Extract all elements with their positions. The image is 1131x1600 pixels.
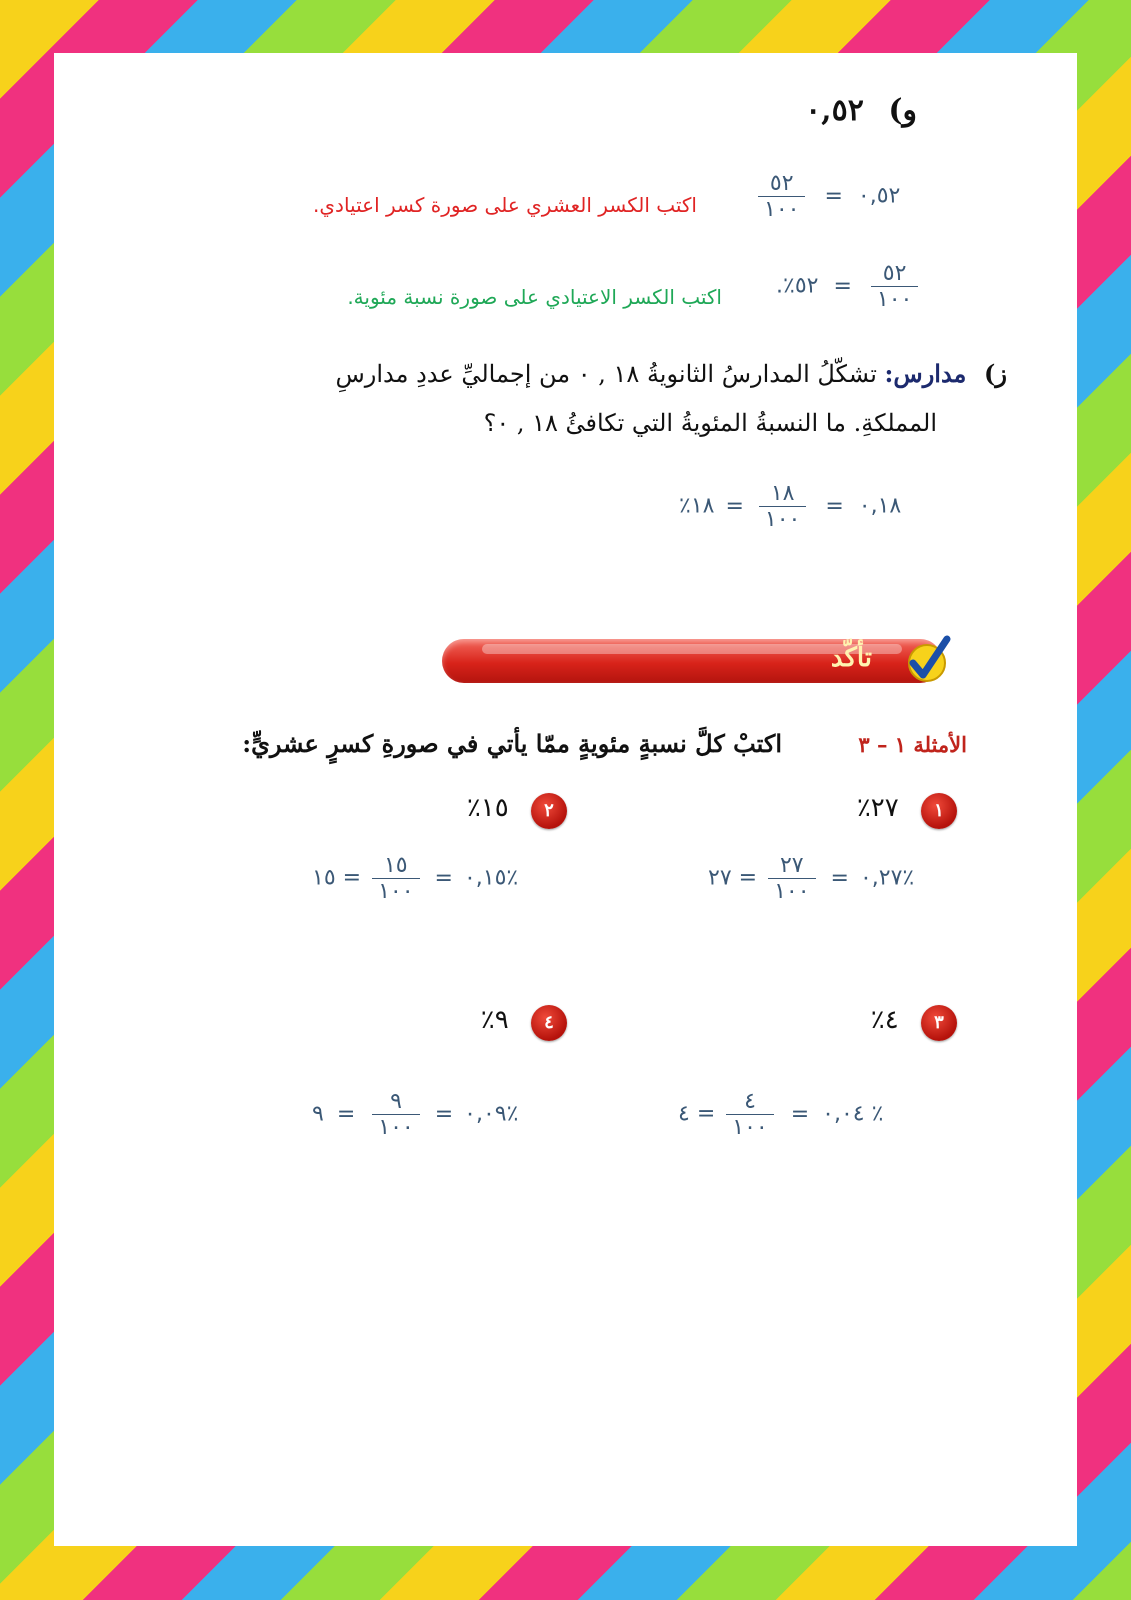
part-f-label: و) xyxy=(888,93,917,128)
checkmark-icon xyxy=(901,633,953,685)
part-f-decimal: ٠,٥٢ xyxy=(805,93,864,128)
eq1-decimal: ٠,٥٢ xyxy=(857,183,901,209)
p3-denominator: ١٠٠ xyxy=(726,1114,773,1140)
eq1-denominator: ١٠٠ xyxy=(758,196,805,222)
p3-equals-1: = xyxy=(790,1101,810,1127)
eq1-numerator: ٥٢ xyxy=(769,171,794,196)
p2-equals-1: = xyxy=(434,865,453,891)
p2-fraction xyxy=(372,853,419,904)
part-f-equation-1 xyxy=(754,171,900,222)
p1-percent: ٢٧٪ xyxy=(708,865,915,891)
p4-decimal: ٠,٠٩ xyxy=(464,1101,507,1127)
instruction-fraction-to-percent: اكتب الكسر الاعتيادي على صورة نسبة مئوية. xyxy=(347,285,722,309)
problem-3 xyxy=(871,1005,957,1041)
p4-fraction xyxy=(372,1089,419,1140)
problem-3-solution xyxy=(678,1089,883,1140)
p1-fraction xyxy=(768,853,815,904)
p2-numerator: ١٥ xyxy=(383,853,408,878)
sol-g-percent: ١٨٪ xyxy=(679,493,715,519)
p2-denominator: ١٠٠ xyxy=(372,878,419,904)
eq2-percent: ٥٢٪. xyxy=(776,273,819,299)
section-title: تأكّد xyxy=(830,643,872,673)
problem-3-value: ٤٪ xyxy=(870,1005,899,1035)
part-g-solution xyxy=(679,481,901,532)
p1-numerator: ٢٧ xyxy=(779,853,804,878)
p4-numerator: ٩ xyxy=(390,1089,402,1114)
problem-4-badge: ٤ xyxy=(531,1005,567,1041)
problem-2 xyxy=(467,793,567,829)
eq1-fraction xyxy=(758,171,805,222)
p4-percent: ٩٪ xyxy=(312,1101,519,1127)
examples-ref: الأمثلة ١ – ٣ xyxy=(858,732,967,757)
p3-fraction xyxy=(726,1089,773,1140)
part-f-heading xyxy=(805,93,917,128)
instruction-decimal-to-fraction: اكتب الكسر العشري على صورة كسر اعتيادي. xyxy=(313,193,697,217)
problem-2-value: ١٥٪ xyxy=(466,793,509,823)
eq2-denominator: ١٠٠ xyxy=(871,286,918,312)
problem-4-value: ٩٪ xyxy=(480,1005,509,1035)
p1-equals-1: = xyxy=(830,865,849,891)
sol-g-fraction xyxy=(759,481,806,532)
p1-equals-2: = xyxy=(738,865,758,891)
worksheet-page xyxy=(54,53,1077,1546)
sol-g-numerator: ١٨ xyxy=(770,481,795,506)
problem-3-badge: ٣ xyxy=(921,1005,957,1041)
p4-equals-1: = xyxy=(434,1101,454,1127)
p3-equals-2: = xyxy=(696,1101,716,1127)
problem-2-solution xyxy=(312,853,518,904)
sol-g-denominator: ١٠٠ xyxy=(759,506,806,532)
part-g-text-1: تشكّلُ المدارسُ الثانويةُ ١٨ , ٠ من إجماليِّ عددِ مدارسِ xyxy=(335,360,877,388)
problem-1-solution xyxy=(708,853,914,904)
p1-denominator: ١٠٠ xyxy=(768,878,815,904)
p4-equals-2: = xyxy=(336,1101,356,1127)
p3-percent: ٤ ٪ xyxy=(678,1101,884,1127)
problem-2-badge: ٢ xyxy=(531,793,567,829)
eq2-equals: = xyxy=(833,273,852,299)
sol-g-equals-1: = xyxy=(825,493,844,519)
p1-decimal: ٠,٢٧ xyxy=(859,865,903,891)
p3-numerator: ٤ xyxy=(744,1089,756,1114)
eq2-numerator: ٥٢ xyxy=(882,261,907,286)
eq1-equals: = xyxy=(824,183,843,209)
part-f-equation-2 xyxy=(776,261,922,312)
part-g-label: ز) xyxy=(984,359,1007,388)
p2-decimal: ٠,١٥ xyxy=(463,865,507,891)
problem-1 xyxy=(857,793,957,829)
part-g-line-2: المملكةِ. ما النسبةُ المئويةُ التي تكافئُ ١٨ , ٠؟ xyxy=(483,409,937,437)
part-g-line-1 xyxy=(335,359,1007,388)
section-banner xyxy=(442,639,942,683)
problem-4-solution xyxy=(312,1089,518,1140)
p4-denominator: ١٠٠ xyxy=(372,1114,419,1140)
eq2-fraction xyxy=(871,261,918,312)
problem-4 xyxy=(481,1005,567,1041)
p2-equals-2: = xyxy=(342,865,362,891)
examples-instruction: اكتبْ كلَّ نسبةٍ مئويةٍ ممّا يأتي في صورةِ كسرٍ عشريٍّ: xyxy=(242,729,782,758)
p3-decimal: ٠,٠٤ xyxy=(822,1101,865,1127)
part-g-bold-word: مدارس: xyxy=(884,359,967,388)
sol-g-decimal: ٠,١٨ xyxy=(858,493,902,519)
problem-1-value: ٢٧٪ xyxy=(856,793,899,823)
problem-1-badge: ١ xyxy=(921,793,957,829)
sol-g-equals-2: = xyxy=(725,493,744,519)
p2-percent: ١٥٪ xyxy=(312,865,519,891)
